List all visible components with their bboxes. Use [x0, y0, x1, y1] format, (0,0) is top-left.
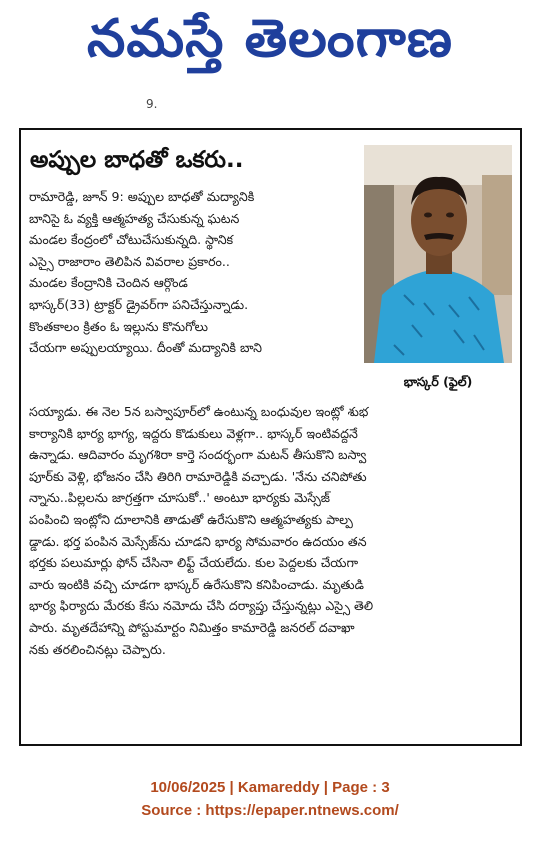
body-line: ఎస్సై రాజారాం తెలిపిన వివరాల ప్రకారం.. [29, 253, 230, 269]
body-line: డ్డాడు. భర్త పంపిన మెస్సేజ్‌ను చూడని భార్య సోమవారం ఉదయం తన [29, 533, 367, 549]
body-line: కార్యానికి భార్య భాగ్య, ఇద్దరు కొడుకులు వెళ్లగా.. భాస్కర్ ఇంటివద్దనే [29, 425, 358, 441]
body-line: భాస్కర్(33) ట్రాక్టర్ డ్రైవర్‌గా పనిచేస్తున్నాడు. [29, 296, 249, 312]
body-line: మండల కేంద్రానికి చెందిన ఆర్గొండ [29, 275, 188, 291]
body-line: ఉన్నాడు. ఆదివారం మృగశిరా కార్తె సందర్భంగా మటన్ తీసుకొని బస్వా [29, 447, 367, 463]
body-line: పారు. మృతదేహాన్ని పోస్టుమార్టం నిమిత్తం కామారెడ్డి జనరల్ దవాఖా [29, 619, 355, 635]
body-line: పంపించి ఇంట్లోని దూలానికి తాడుతో ఉరేసుకొని ఆత్మహత్యకు పాల్ప [29, 511, 353, 527]
photo-caption: భాస్కర్ (ఫైల్) [403, 373, 473, 389]
body-line: మండల కేంద్రంలో చోటుచేసుకున్నది. స్థానిక [29, 232, 234, 248]
article-headline: అప్పుల బాధతో ఒకరు.. [30, 147, 244, 173]
photo-caption-box [364, 363, 512, 403]
body-line: వారు ఇంటికి వచ్చి చూడగా భాస్కర్ ఉరేసుకొని కనిపించాడు. మృతుడి [29, 576, 364, 592]
article-body-narrow [29, 186, 361, 359]
body-line: భార్య ఫిర్యాదు మేరకు కేసు నమోదు చేసి దర్యాప్తు చేస్తున్నట్లు ఎస్సై తెలి [29, 598, 374, 614]
body-line: రామారెడ్డి, జూన్ 9: అప్పుల బాధతో మద్యానికి [29, 189, 255, 204]
body-line: బానిసై ఓ వ్యక్తి ఆత్మహత్య చేసుకున్న ఘటన [29, 210, 240, 226]
masthead [0, 0, 540, 80]
person-photo [364, 145, 512, 363]
body-line: కొంతకాలం క్రితం ఓ ఇల్లును కొనుగోలు [29, 318, 208, 334]
body-line: చేయగా అప్పులయ్యాయి. దీంతో మద్యానికి బాని [29, 340, 262, 356]
body-line: పూర్‌కు వెళ్లి, భోజనం చేసి తిరిగి రామారెడ్డికి వచ్చాడు. 'నేను చనిపోతు [29, 468, 367, 484]
footer-date-edition: 10/06/2025 | Kamareddy | Page : 3 [150, 779, 390, 796]
body-line: న్నాను..పిల్లలను జాగ్రత్తగా చూసుకో..' అంటూ భార్యకు మెస్సేజ్ [29, 490, 331, 506]
stray-mark: 9. [146, 97, 158, 111]
article-body-wide [29, 401, 512, 660]
body-line: భర్తకు పలుమార్లు ఫోన్ చేసినా లిఫ్ట్ చేయలేదు. కుల పెద్దలకు చేయగా [29, 555, 359, 571]
body-line: సయ్యాడు. ఈ నెల 5న బస్వాపూర్‌లో ఉంటున్న బంధువుల ఇంట్లో శుభ [29, 404, 369, 419]
newspaper-logo: నమస్తే తెలంగాణ [86, 9, 454, 69]
body-line: నకు తరలించినట్లు చెప్పారు. [29, 641, 166, 657]
footer-source-link[interactable]: Source : https://epaper.ntnews.com/ [141, 802, 399, 819]
